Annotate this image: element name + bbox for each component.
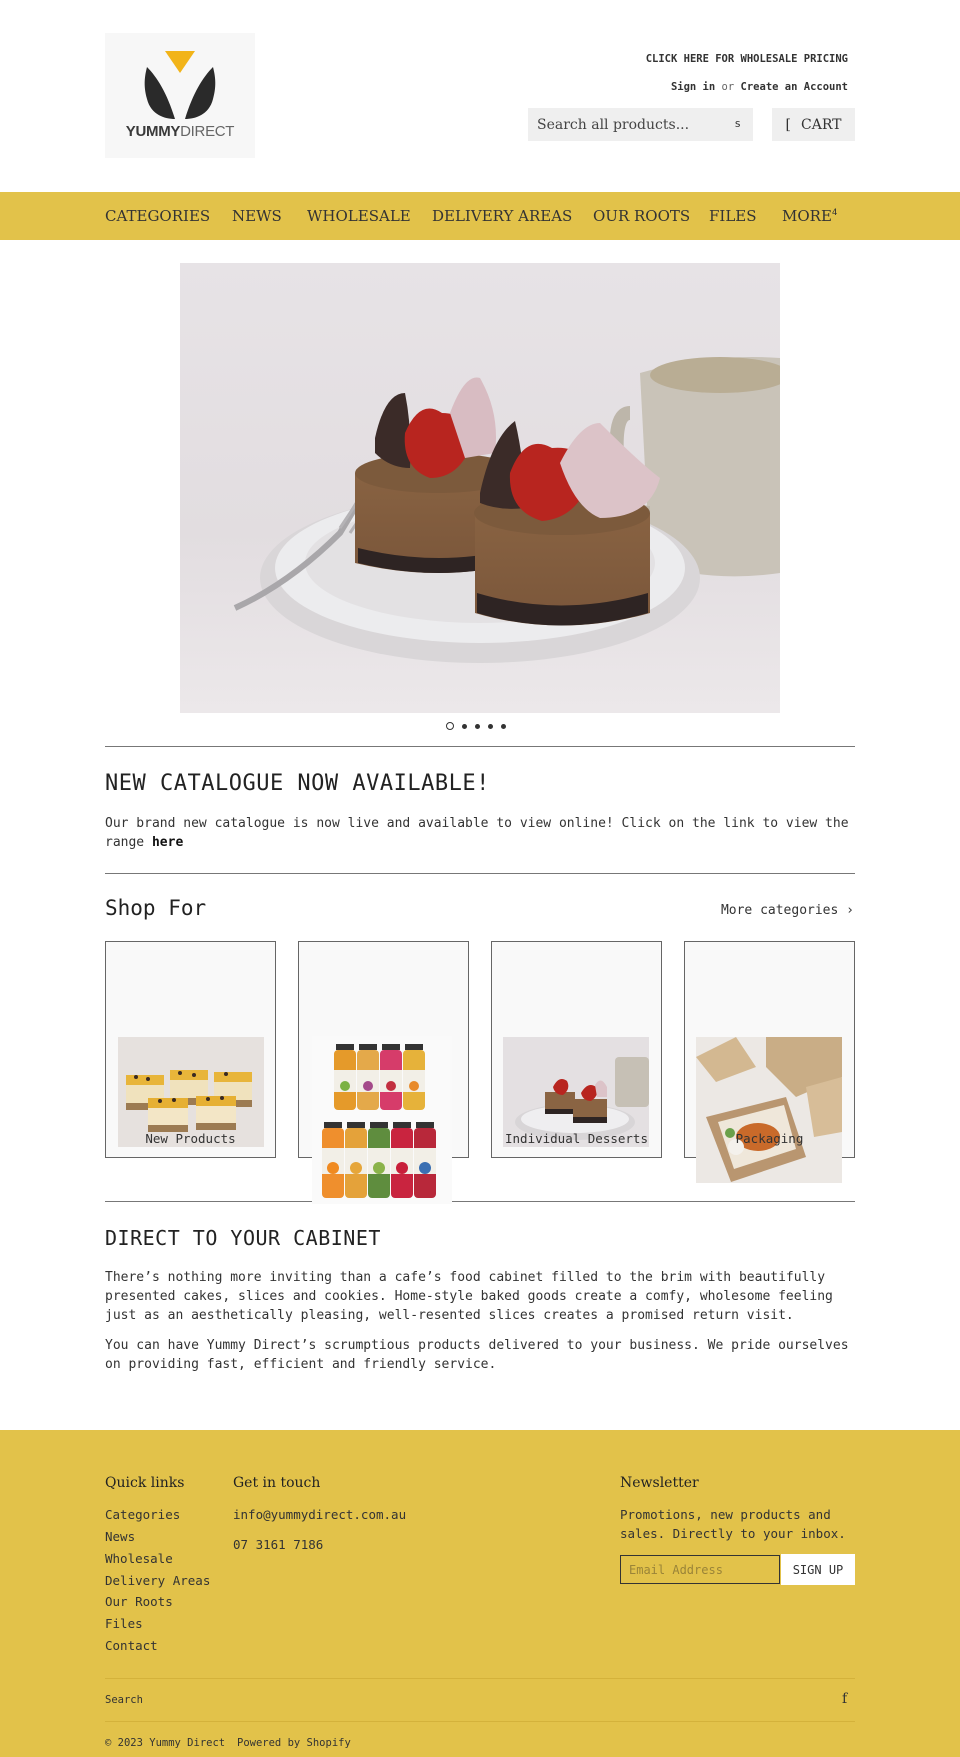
sign-up-button[interactable]: SIGN UP bbox=[781, 1554, 855, 1585]
nav-item-wholesale[interactable]: WHOLESALE bbox=[307, 207, 411, 225]
cart-button[interactable] bbox=[772, 108, 855, 141]
more-categories-link[interactable]: More categories › bbox=[720, 903, 854, 918]
logo[interactable] bbox=[105, 33, 255, 158]
shop-for-title: Shop For bbox=[105, 896, 207, 920]
footer-search-link[interactable]: Search bbox=[105, 1694, 143, 1706]
nav-item-news[interactable]: NEWS bbox=[232, 207, 282, 225]
drinks-image bbox=[312, 1036, 452, 1204]
catalogue-here-link[interactable]: here bbox=[151, 835, 184, 850]
footer-link-contact[interactable]: Contact bbox=[105, 1638, 158, 1653]
cabinet-title: DIRECT TO YOUR CABINET bbox=[105, 1226, 381, 1250]
contact-phone: 07 3161 7186 bbox=[233, 1537, 324, 1552]
nav-item-our-roots[interactable]: OUR ROOTS bbox=[593, 207, 691, 225]
divider bbox=[105, 746, 855, 747]
footer-link-news[interactable]: News bbox=[105, 1529, 136, 1544]
hero-slide-image[interactable] bbox=[180, 263, 780, 713]
footer-link-delivery-areas[interactable]: Delivery Areas bbox=[105, 1573, 211, 1588]
powered-by-shopify-link[interactable]: Powered by Shopify bbox=[237, 1737, 351, 1749]
or-text: or bbox=[721, 81, 735, 93]
nav-more-label: MORE bbox=[782, 207, 832, 225]
contact-email-link[interactable]: info@yummydirect.com.au bbox=[233, 1507, 407, 1522]
divider bbox=[452, 1201, 855, 1202]
catalogue-title: NEW CATALOGUE NOW AVAILABLE! bbox=[105, 771, 490, 796]
get-in-touch-title: Get in touch bbox=[233, 1475, 321, 1491]
slide-pagination bbox=[446, 722, 506, 730]
card-label: Individual Desserts bbox=[505, 1131, 648, 1146]
nav-item-more[interactable] bbox=[782, 207, 837, 225]
sign-in-link[interactable]: Sign in bbox=[670, 81, 716, 93]
nav-item-categories[interactable]: CATEGORIES bbox=[105, 207, 211, 225]
chevron-down-icon: 4 bbox=[831, 208, 838, 218]
wholesale-pricing-link[interactable]: CLICK HERE FOR WHOLESALE PRICING bbox=[645, 53, 848, 65]
card-label: New Products bbox=[145, 1131, 236, 1146]
newsletter-text: Promotions, new products and sales. Directly to your inbox. bbox=[620, 1507, 846, 1541]
slide-dot[interactable] bbox=[462, 724, 467, 729]
divider bbox=[105, 1201, 313, 1202]
card-label: Packaging bbox=[735, 1131, 804, 1146]
packaging-image bbox=[696, 1037, 842, 1183]
dessert-photo bbox=[180, 263, 780, 713]
nav-item-files[interactable]: FILES bbox=[709, 207, 757, 225]
footer bbox=[0, 1430, 960, 1757]
copyright-text: © 2023 Yummy Direct bbox=[105, 1737, 226, 1749]
logo-mark-icon bbox=[105, 33, 255, 123]
quick-links-title: Quick links bbox=[105, 1475, 185, 1491]
search-input[interactable] bbox=[537, 108, 717, 141]
catalogue-text: Our brand new catalogue is now live and available to view online! Click on the link to view the range here bbox=[105, 816, 849, 850]
footer-link-categories[interactable]: Categories bbox=[105, 1507, 181, 1522]
divider bbox=[105, 873, 855, 874]
main-nav bbox=[0, 192, 960, 240]
cabinet-paragraph-1: There’s nothing more inviting than a cafe’s food cabinet filled to the brim with beautifully presented cakes, slices and cookies. Home-style baked goods create a comfy, wholesome feeling just as an aesthetically pleasing, well-resented slices creates a promised return visit. bbox=[105, 1270, 833, 1323]
slide-dot[interactable] bbox=[488, 724, 493, 729]
search-button[interactable]: s bbox=[734, 117, 741, 130]
footer-link-wholesale[interactable]: Wholesale bbox=[105, 1551, 173, 1566]
footer-divider bbox=[105, 1721, 855, 1722]
cabinet-paragraph-2: You can have Yummy Direct’s scrumptious products delivered to your business. We pride ourselves on providing fast, efficient and friendly service. bbox=[105, 1338, 849, 1372]
footer-divider bbox=[105, 1678, 855, 1679]
slide-dot[interactable] bbox=[446, 722, 454, 730]
cart-icon: [ bbox=[785, 116, 791, 133]
account-links bbox=[671, 81, 848, 93]
logo-wordmark: YUMMYDIRECT bbox=[125, 123, 235, 140]
create-account-link[interactable]: Create an Account bbox=[740, 81, 848, 93]
cart-label: CART bbox=[801, 116, 842, 133]
footer-link-our-roots[interactable]: Our Roots bbox=[105, 1594, 173, 1609]
category-card-individual-desserts[interactable] bbox=[491, 941, 662, 1158]
nav-item-delivery-areas[interactable]: DELIVERY AREAS bbox=[432, 207, 573, 225]
newsletter-email-input[interactable] bbox=[620, 1555, 780, 1584]
newsletter-title: Newsletter bbox=[620, 1475, 699, 1491]
footer-link-files[interactable]: Files bbox=[105, 1616, 143, 1631]
slide-dot[interactable] bbox=[501, 724, 506, 729]
search-bar bbox=[528, 108, 753, 141]
facebook-icon[interactable]: f bbox=[842, 1691, 848, 1707]
category-card-new-products[interactable] bbox=[105, 941, 276, 1158]
category-card-packaging[interactable] bbox=[684, 941, 855, 1158]
slide-dot[interactable] bbox=[475, 724, 480, 729]
